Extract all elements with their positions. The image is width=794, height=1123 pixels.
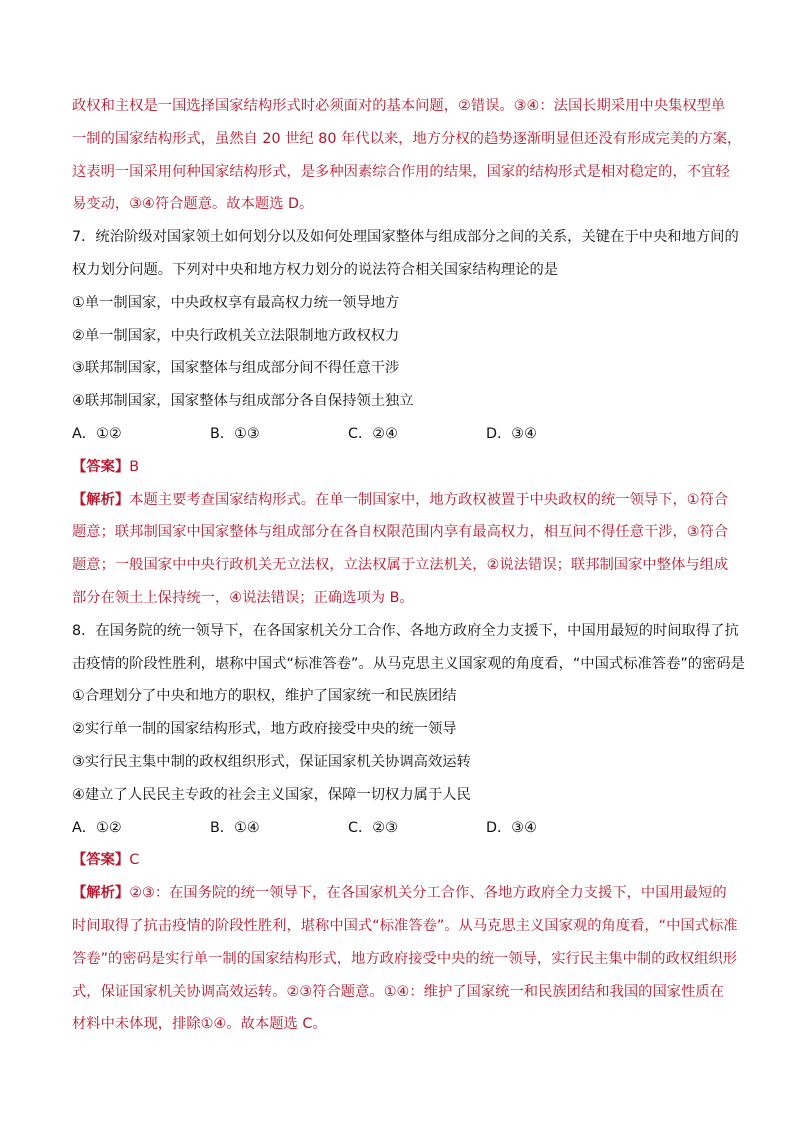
question-8 — [72, 621, 745, 1035]
document-page — [72, 96, 745, 1047]
q7-statement: ①单一制国家，中央政权享有最高权力统一领导地方 — [72, 294, 400, 311]
q8-analysis-line: 式，保证国家机关协调高效运转。②③符合题意。①④：维护了国家统一和民族团结和我国的国家性质在 — [72, 983, 724, 1000]
q7-stem-line: 权力划分问题。下列对中央和地方权力划分的说法符合相关国家结构理论的是 — [72, 261, 559, 278]
q8-analysis-line: 答卷”的密码是实行单一制的国家结构形式，地方政府接受中央的统一领导，实行民主集中制的政权组织形 — [72, 950, 738, 967]
q8-option-d: D．③④ — [486, 819, 537, 836]
q6-analysis — [72, 96, 742, 214]
q8-stem-line: 8．在国务院的统一领导下，在各国家机关分工合作、各地方政府全力支援下，中国用最短的时间取得了抗 — [72, 622, 739, 639]
q8-statement: ②实行单一制的国家结构形式，地方政府接受中央的统一领导 — [72, 721, 457, 738]
analysis-label: 【解析】 — [72, 885, 130, 902]
answer-value: B — [129, 458, 139, 475]
q8-answer — [72, 850, 724, 870]
q6-analysis-line: 一制的国家结构形式，虽然自 20 世纪 80 年代以来，地方分权的趋势逐渐明显但还没有形成完美的方案， — [72, 130, 742, 147]
q8-analysis-line: ②③：在国务院的统一领导下，在各国家机关分工合作、各地方政府全力支援下，中国用最短的 — [129, 885, 727, 902]
q7-option-b: B．①③ — [210, 425, 260, 442]
q7-analysis-line: 题意；联邦制国家中国家整体与组成部分在各自权限范围内享有最高权力，相互间不得任意干涉，③符合 — [72, 524, 729, 541]
q8-analysis-line: 时间取得了抗击疫情的阶段性胜利，堪称中国式“标准答卷”。从马克思主义国家观的角度看，“中国式标准 — [72, 917, 738, 934]
question-7 — [72, 227, 739, 608]
q7-analysis-line: 本题主要考查国家结构形式。在单一制国家中，地方政权被置于中央政权的统一领导下，①符合 — [129, 491, 729, 508]
q7-options — [72, 424, 724, 444]
q7-stem-line: 7．统治阶级对国家领土如何划分以及如何处理国家整体与组成部分之间的关系，关键在于中央和地方间的 — [72, 229, 739, 246]
q6-analysis-line: 政权和主权是一国选择国家结构形式时必须面对的基本问题，②错误。③④：法国长期采用中央集权型单 — [72, 98, 726, 114]
q7-statement: ③联邦制国家，国家整体与组成部分间不得任意干涉 — [72, 360, 400, 377]
q8-options — [72, 818, 724, 838]
q7-answer — [72, 457, 724, 477]
q8-stem-line: 击疫情的阶段性胜利，堪称中国式“标准答卷”。从马克思主义国家观的角度看，“中国式标准答卷”的密码是 — [72, 655, 745, 672]
q6-analysis-line: 这表明一国采用何种国家结构形式，是多种因素综合作用的结果，国家的结构形式是相对稳定的，不宜轻 — [72, 163, 730, 180]
q7-analysis-line: 部分在领土上保持统一，④说法错误；正确选项为 B。 — [72, 589, 414, 606]
q7-option-c: C．②④ — [348, 425, 398, 442]
answer-label: 【答案】 — [72, 458, 130, 475]
q8-statement: ④建立了人民民主专政的社会主义国家，保障一切权力属于人民 — [72, 786, 471, 803]
answer-value: C — [129, 852, 140, 869]
q7-analysis-line: 题意；一般国家中中央行政机关无立法权，立法权属于立法机关，②说法错误；联邦制国家中整体与组成 — [72, 557, 729, 574]
q8-option-c: C．②③ — [348, 819, 398, 836]
q7-option-d: D．③④ — [486, 425, 537, 442]
q8-statement: ①合理划分了中央和地方的职权，维护了国家统一和民族团结 — [72, 688, 457, 705]
q7-statement: ④联邦制国家，国家整体与组成部分各自保持领土独立 — [72, 393, 414, 410]
q8-option-b: B．①④ — [210, 819, 260, 836]
answer-label: 【答案】 — [72, 852, 130, 869]
q8-statement: ③实行民主集中制的政权组织形式，保证国家机关协调高效运转 — [72, 753, 471, 770]
q7-statement: ②单一制国家，中央行政机关立法限制地方政权权力 — [72, 327, 400, 344]
q8-option-a: A．①② — [72, 819, 122, 836]
q6-analysis-line: 易变动，③④符合题意。故本题选 D。 — [72, 196, 314, 213]
analysis-label: 【解析】 — [72, 491, 130, 508]
q8-analysis-line: 材料中未体现，排除①④。故本题选 C。 — [72, 1016, 327, 1033]
q7-option-a: A．①② — [72, 425, 122, 442]
